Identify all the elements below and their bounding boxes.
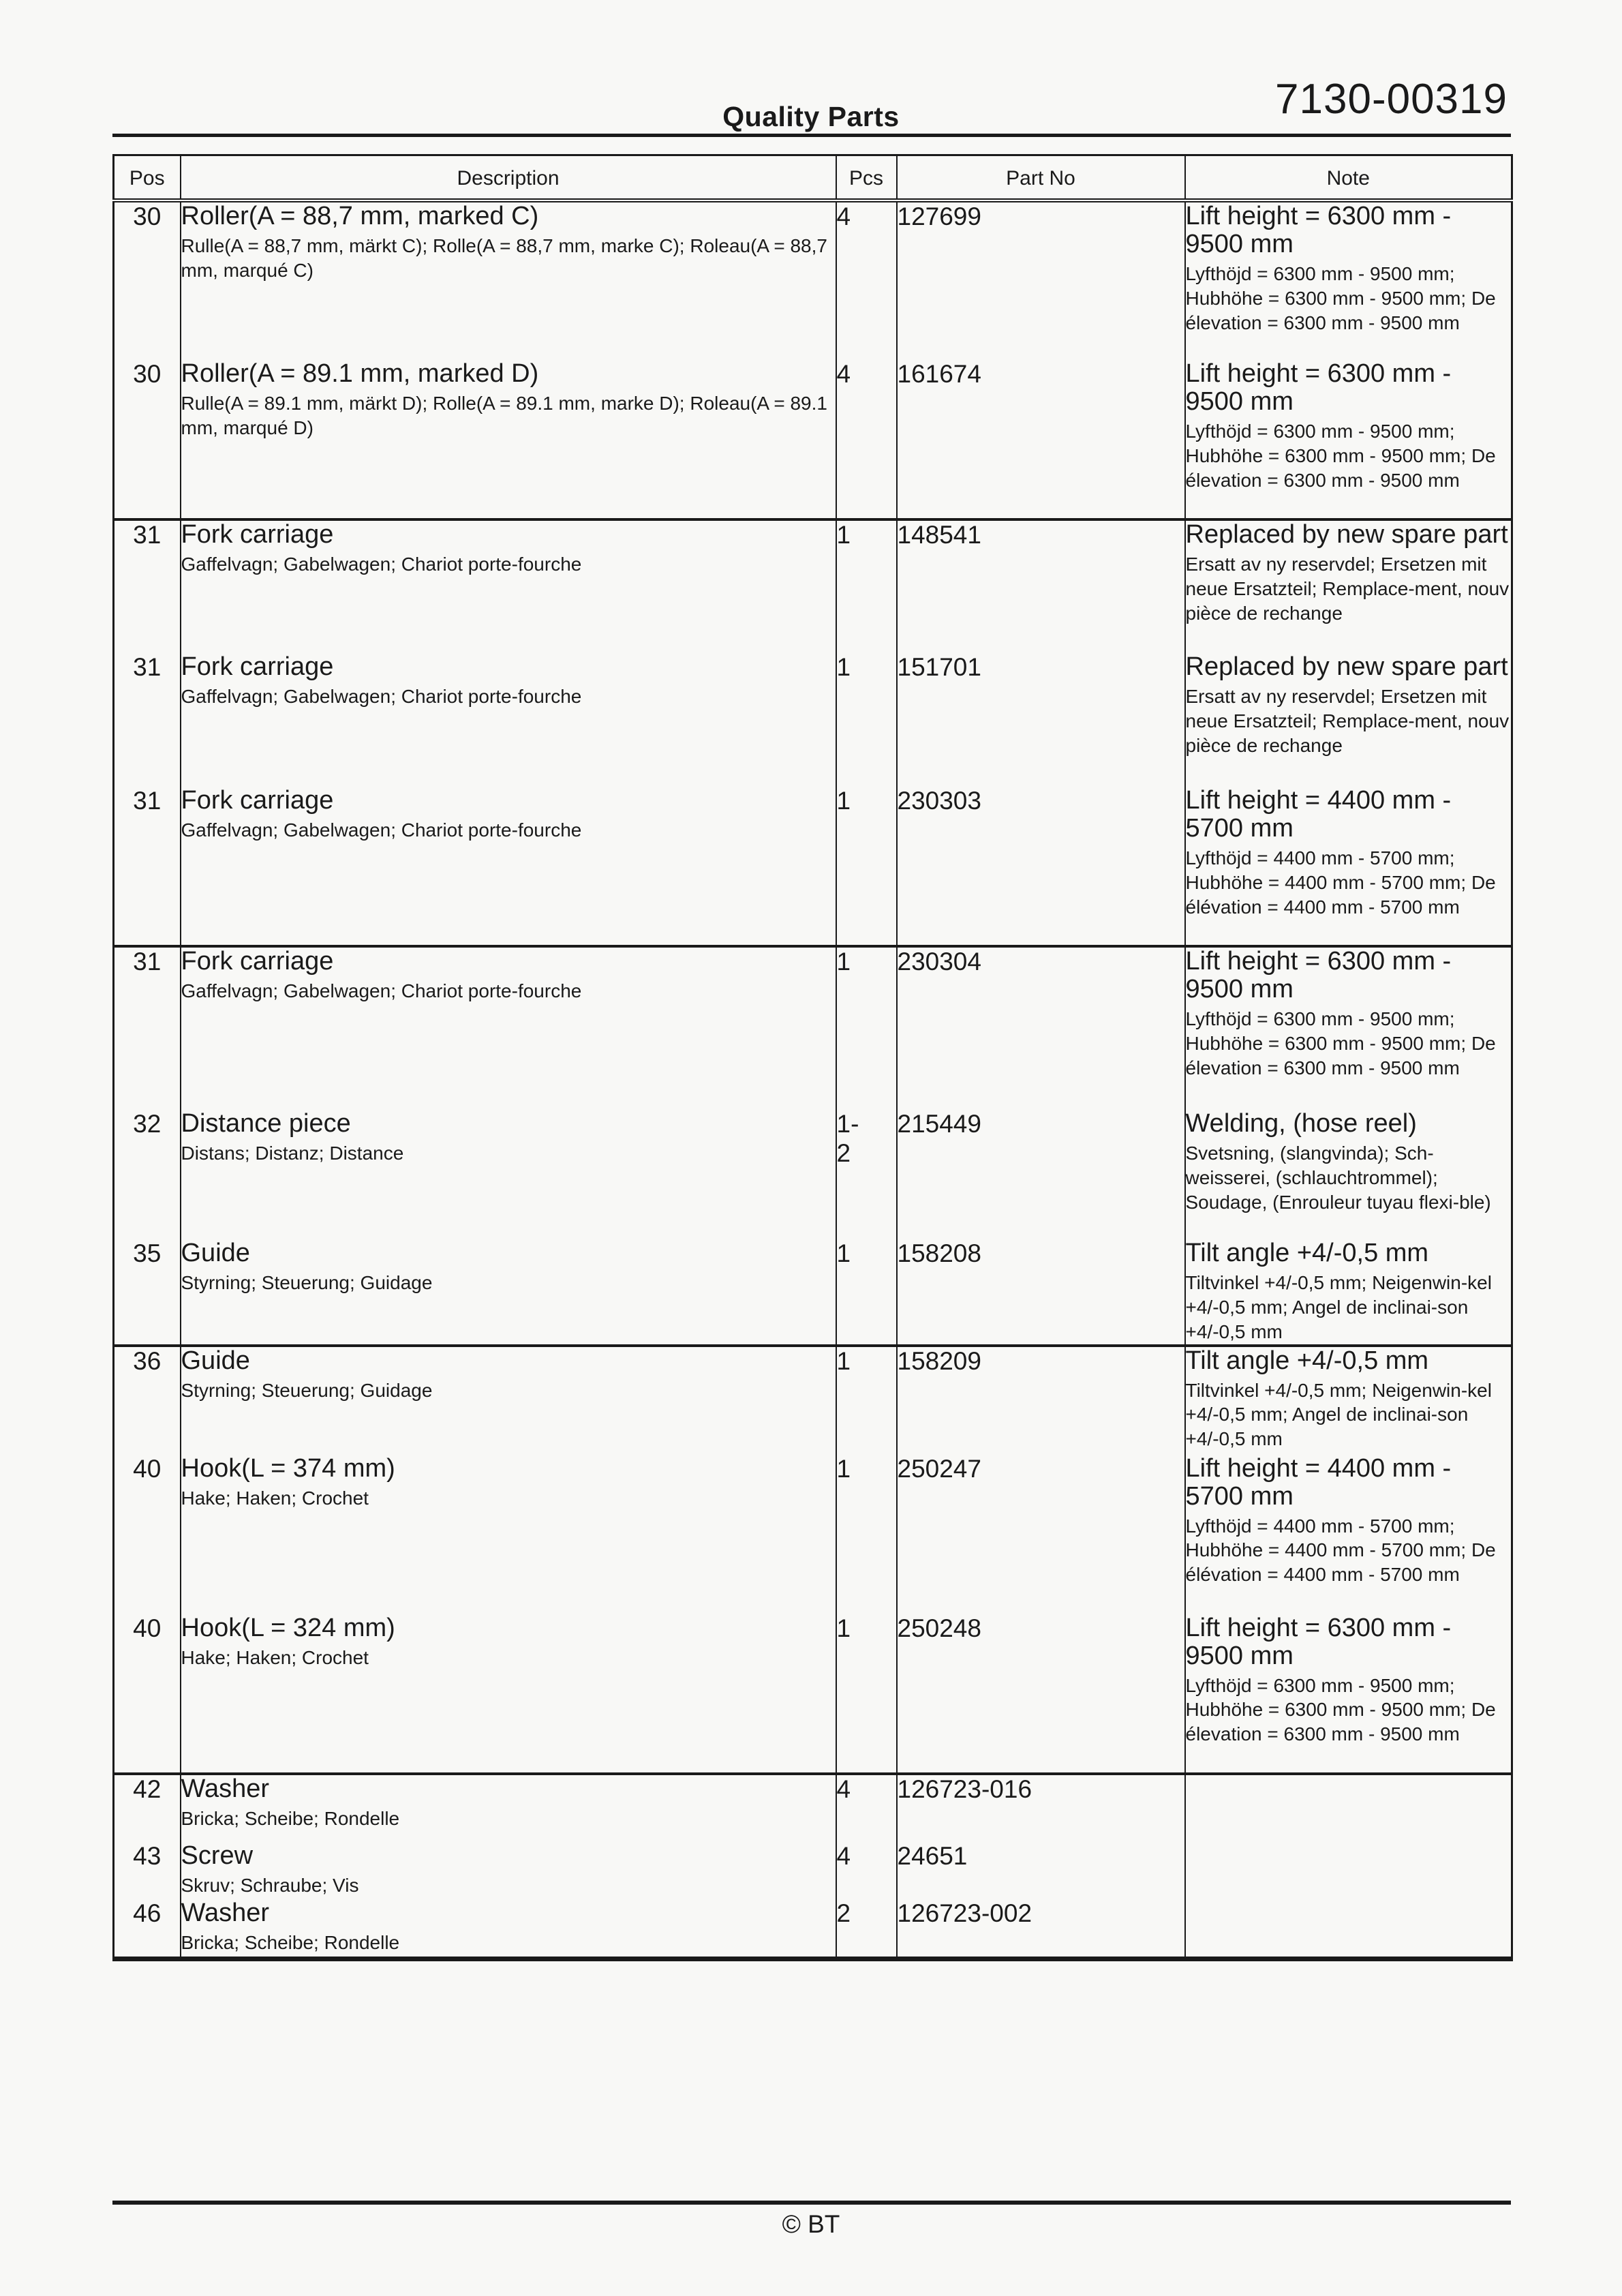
note-translations: Ersatt av ny reservdel; Ersetzen mit neue Ersatzteil; Remplace-ment, nouv pièce de rechange — [1185, 554, 1510, 624]
part-number: 24651 — [897, 1841, 968, 1870]
part-number: 148541 — [897, 521, 981, 549]
pos-number: 36 — [133, 1346, 162, 1375]
pcs-cell — [836, 787, 897, 946]
col-header-pos: Pos — [114, 155, 181, 201]
pos-number: 30 — [133, 360, 162, 388]
description-main: Washer — [181, 1898, 270, 1927]
pos-cell — [114, 519, 181, 653]
table-row — [114, 519, 1512, 653]
part-no-cell — [897, 946, 1185, 1110]
pos-cell — [114, 1239, 181, 1346]
description-translations: Rulle(A = 89.1 mm, märkt D); Rolle(A = 89.1 mm, marke D); Roleau(A = 89.1 mm, marqué D) — [181, 393, 827, 438]
pcs-value: 1 — [836, 948, 851, 976]
note-main: Replaced by new spare part — [1185, 652, 1508, 681]
part-no-cell — [897, 1110, 1185, 1239]
part-no-cell — [897, 1346, 1185, 1455]
note-main: Lift height = 6300 mm - 9500 mm — [1185, 947, 1452, 1004]
description-translations: Bricka; Scheibe; Rondelle — [181, 1807, 400, 1829]
note-translations: Lyfthöjd = 6300 mm - 9500 mm; Hubhöhe = 6300 mm - 9500 mm; De élevation = 6300 mm - 9500 mm — [1185, 421, 1496, 491]
note-cell — [1185, 1614, 1512, 1774]
copyright: © BT — [782, 2210, 840, 2238]
description-cell — [181, 1614, 836, 1774]
part-number: 126723-016 — [897, 1774, 1032, 1803]
table-row — [114, 1774, 1512, 1842]
pcs-value: 4 — [836, 202, 851, 230]
col-header-part-no: Part No — [897, 155, 1185, 201]
pos-cell — [114, 787, 181, 946]
table-row — [114, 946, 1512, 1110]
note-translations: Lyfthöjd = 6300 mm - 9500 mm; Hubhöhe = 6300 mm - 9500 mm; De élevation = 6300 mm - 9500 mm — [1185, 1008, 1496, 1078]
description-cell — [181, 1899, 836, 1959]
part-no-cell — [897, 1774, 1185, 1842]
part-no-cell — [897, 519, 1185, 653]
description-main: Roller(A = 89.1 mm, marked D) — [181, 359, 539, 388]
description-cell — [181, 1842, 836, 1899]
pos-cell — [114, 653, 181, 787]
pos-number: 40 — [133, 1614, 162, 1642]
description-translations: Gaffelvagn; Gabelwagen; Chariot porte-fourche — [181, 686, 582, 708]
pos-number: 32 — [133, 1110, 162, 1138]
table-row — [114, 1110, 1512, 1239]
table-row — [114, 1346, 1512, 1455]
description-main: Fork carriage — [181, 520, 334, 549]
pos-cell — [114, 360, 181, 519]
description-main: Hook(L = 374 mm) — [181, 1453, 395, 1483]
note-main: Tilt angle +4/-0,5 mm — [1185, 1239, 1429, 1267]
pcs-cell — [836, 653, 897, 787]
pos-number: 31 — [133, 653, 162, 681]
description-translations: Skruv; Schraube; Vis — [181, 1874, 359, 1896]
pcs-value: 1 — [836, 1239, 851, 1267]
note-translations: Svetsning, (slangvinda); Sch-weisserei, (schlauchtrommel); Soudage, (Enrouleur tuyau flexi-ble) — [1185, 1143, 1491, 1213]
pos-number: 40 — [133, 1454, 162, 1483]
pcs-cell — [836, 1614, 897, 1774]
note-translations: Ersatt av ny reservdel; Ersetzen mit neue Ersatzteil; Remplace-ment, nouv pièce de rechange — [1185, 686, 1510, 756]
pcs-cell — [836, 1842, 897, 1899]
parts-table-header — [114, 155, 1512, 201]
part-no-cell — [897, 1899, 1185, 1959]
pcs-value: 1 — [836, 787, 851, 815]
part-no-cell — [897, 1455, 1185, 1614]
table-row — [114, 787, 1512, 946]
note-cell — [1185, 1899, 1512, 1959]
part-number: 230304 — [897, 948, 981, 976]
pos-number: 31 — [133, 787, 162, 815]
note-translations: Tiltvinkel +4/-0,5 mm; Neigenwin-kel +4/-0,5 mm; Angel de inclinai-son +4/-0,5 mm — [1185, 1272, 1492, 1342]
note-main: Welding, (hose reel) — [1185, 1109, 1417, 1138]
part-no-cell — [897, 360, 1185, 519]
description-cell — [181, 1110, 836, 1239]
note-main: Lift height = 6300 mm - 9500 mm — [1185, 202, 1452, 259]
pcs-cell — [836, 1239, 897, 1346]
part-number: 151701 — [897, 653, 981, 681]
note-cell — [1185, 1346, 1512, 1455]
table-row — [114, 1239, 1512, 1346]
pcs-value: 1 — [836, 1454, 851, 1483]
description-cell — [181, 519, 836, 653]
pos-cell — [114, 1614, 181, 1774]
table-row — [114, 653, 1512, 787]
description-translations: Bricka; Scheibe; Rondelle — [181, 1931, 400, 1953]
description-cell — [181, 946, 836, 1110]
description-translations: Styrning; Steuerung; Guidage — [181, 1379, 433, 1401]
description-main: Guide — [181, 1239, 250, 1267]
note-cell — [1185, 1110, 1512, 1239]
table-row — [114, 200, 1512, 360]
pcs-value: 1-2 — [836, 1110, 859, 1167]
part-no-cell — [897, 653, 1185, 787]
description-translations: Hake; Haken; Crochet — [181, 1487, 369, 1509]
pos-number: 42 — [133, 1774, 162, 1803]
col-header-pcs: Pcs — [836, 155, 897, 201]
description-cell — [181, 1346, 836, 1455]
description-main: Distance piece — [181, 1109, 351, 1138]
table-row — [114, 360, 1512, 519]
note-cell — [1185, 1455, 1512, 1614]
part-no-cell — [897, 200, 1185, 360]
table-row — [114, 1614, 1512, 1774]
description-main: Roller(A = 88,7 mm, marked C) — [181, 202, 539, 230]
pcs-value: 1 — [836, 521, 851, 549]
header-row — [114, 155, 1512, 201]
pcs-cell — [836, 1899, 897, 1959]
description-main: Hook(L = 324 mm) — [181, 1613, 395, 1642]
pos-number: 46 — [133, 1899, 162, 1927]
pos-number: 43 — [133, 1841, 162, 1870]
note-main: Lift height = 6300 mm - 9500 mm — [1185, 359, 1452, 417]
page-title: Quality Parts — [722, 101, 900, 132]
description-cell — [181, 1239, 836, 1346]
pcs-value: 4 — [836, 1774, 851, 1803]
note-main: Lift height = 4400 mm - 5700 mm — [1185, 1453, 1452, 1511]
description-cell — [181, 787, 836, 946]
pos-number: 35 — [133, 1239, 162, 1267]
note-cell — [1185, 653, 1512, 787]
doc-number: 7130-00319 — [1275, 76, 1508, 123]
note-main: Replaced by new spare part — [1185, 520, 1508, 549]
part-no-cell — [897, 1614, 1185, 1774]
table-row — [114, 1842, 1512, 1899]
pcs-cell — [836, 519, 897, 653]
description-main: Washer — [181, 1774, 270, 1803]
note-main: Tilt angle +4/-0,5 mm — [1185, 1346, 1429, 1375]
note-cell — [1185, 787, 1512, 946]
pos-cell — [114, 200, 181, 360]
description-main: Guide — [181, 1346, 250, 1375]
pos-cell — [114, 1899, 181, 1959]
part-number: 127699 — [897, 202, 981, 230]
part-number: 250248 — [897, 1614, 981, 1642]
pos-cell — [114, 1774, 181, 1842]
pcs-value: 1 — [836, 1346, 851, 1375]
pos-number: 31 — [133, 948, 162, 976]
pcs-cell — [836, 946, 897, 1110]
part-no-cell — [897, 1239, 1185, 1346]
masthead-rule — [112, 134, 1511, 137]
note-cell — [1185, 1239, 1512, 1346]
pcs-cell — [836, 1110, 897, 1239]
parts-table-body — [114, 200, 1512, 1959]
description-translations: Gaffelvagn; Gabelwagen; Chariot porte-fourche — [181, 554, 582, 575]
pos-cell — [114, 946, 181, 1110]
col-header-note: Note — [1185, 155, 1512, 201]
pos-number: 31 — [133, 521, 162, 549]
description-translations: Gaffelvagn; Gabelwagen; Chariot porte-fourche — [181, 819, 582, 841]
table-row — [114, 1899, 1512, 1959]
pcs-cell — [836, 360, 897, 519]
note-main: Lift height = 4400 mm - 5700 mm — [1185, 786, 1452, 843]
description-cell — [181, 200, 836, 360]
description-main: Screw — [181, 1841, 254, 1870]
pcs-value: 4 — [836, 360, 851, 388]
description-cell — [181, 653, 836, 787]
note-translations: Lyfthöjd = 6300 mm - 9500 mm; Hubhöhe = 6300 mm - 9500 mm; De élevation = 6300 mm - 9500 mm — [1185, 263, 1496, 333]
pcs-value: 4 — [836, 1841, 851, 1870]
note-cell — [1185, 1842, 1512, 1899]
pcs-value: 1 — [836, 1614, 851, 1642]
part-number: 230303 — [897, 787, 981, 815]
description-main: Fork carriage — [181, 786, 334, 815]
description-translations: Gaffelvagn; Gabelwagen; Chariot porte-fourche — [181, 980, 582, 1002]
part-number: 126723-002 — [897, 1899, 1032, 1927]
pos-cell — [114, 1455, 181, 1614]
part-number: 215449 — [897, 1110, 981, 1138]
description-cell — [181, 1455, 836, 1614]
note-main: Lift height = 6300 mm - 9500 mm — [1185, 1613, 1452, 1670]
pcs-cell — [836, 200, 897, 360]
pcs-cell — [836, 1346, 897, 1455]
note-cell — [1185, 1774, 1512, 1842]
note-cell — [1185, 200, 1512, 360]
pcs-value: 2 — [836, 1899, 851, 1927]
description-cell — [181, 1774, 836, 1842]
note-translations: Tiltvinkel +4/-0,5 mm; Neigenwin-kel +4/-0,5 mm; Angel de inclinai-son +4/-0,5 mm — [1185, 1379, 1492, 1450]
pos-cell — [114, 1346, 181, 1455]
pcs-cell — [836, 1774, 897, 1842]
pos-cell — [114, 1110, 181, 1239]
pos-cell — [114, 1842, 181, 1899]
pos-number: 30 — [133, 202, 162, 230]
parts-table — [112, 154, 1513, 1961]
part-no-cell — [897, 1842, 1185, 1899]
description-translations: Hake; Haken; Crochet — [181, 1646, 369, 1668]
description-translations: Distans; Distanz; Distance — [181, 1143, 404, 1164]
note-cell — [1185, 519, 1512, 653]
description-translations: Styrning; Steuerung; Guidage — [181, 1272, 433, 1294]
footer-rule — [112, 2201, 1511, 2205]
part-number: 250247 — [897, 1454, 981, 1483]
col-header-description: Description — [181, 155, 836, 201]
note-translations: Lyfthöjd = 4400 mm - 5700 mm; Hubhöhe = 4400 mm - 5700 mm; De élévation = 4400 mm - 5700 mm — [1185, 847, 1496, 918]
part-no-cell — [897, 787, 1185, 946]
pcs-cell — [836, 1455, 897, 1614]
note-translations: Lyfthöjd = 4400 mm - 5700 mm; Hubhöhe = 4400 mm - 5700 mm; De élévation = 4400 mm - 5700 mm — [1185, 1515, 1496, 1586]
pcs-value: 1 — [836, 653, 851, 681]
part-number: 158209 — [897, 1346, 981, 1375]
part-number: 161674 — [897, 360, 981, 388]
part-number: 158208 — [897, 1239, 981, 1267]
description-translations: Rulle(A = 88,7 mm, märkt C); Rolle(A = 88,7 mm, marke C); Roleau(A = 88,7 mm, marqué C) — [181, 235, 827, 281]
note-translations: Lyfthöjd = 6300 mm - 9500 mm; Hubhöhe = 6300 mm - 9500 mm; De élevation = 6300 mm - 9500 mm — [1185, 1674, 1496, 1745]
description-main: Fork carriage — [181, 652, 334, 681]
description-main: Fork carriage — [181, 947, 334, 976]
note-cell — [1185, 360, 1512, 519]
table-row — [114, 1455, 1512, 1614]
note-cell — [1185, 946, 1512, 1110]
description-cell — [181, 360, 836, 519]
